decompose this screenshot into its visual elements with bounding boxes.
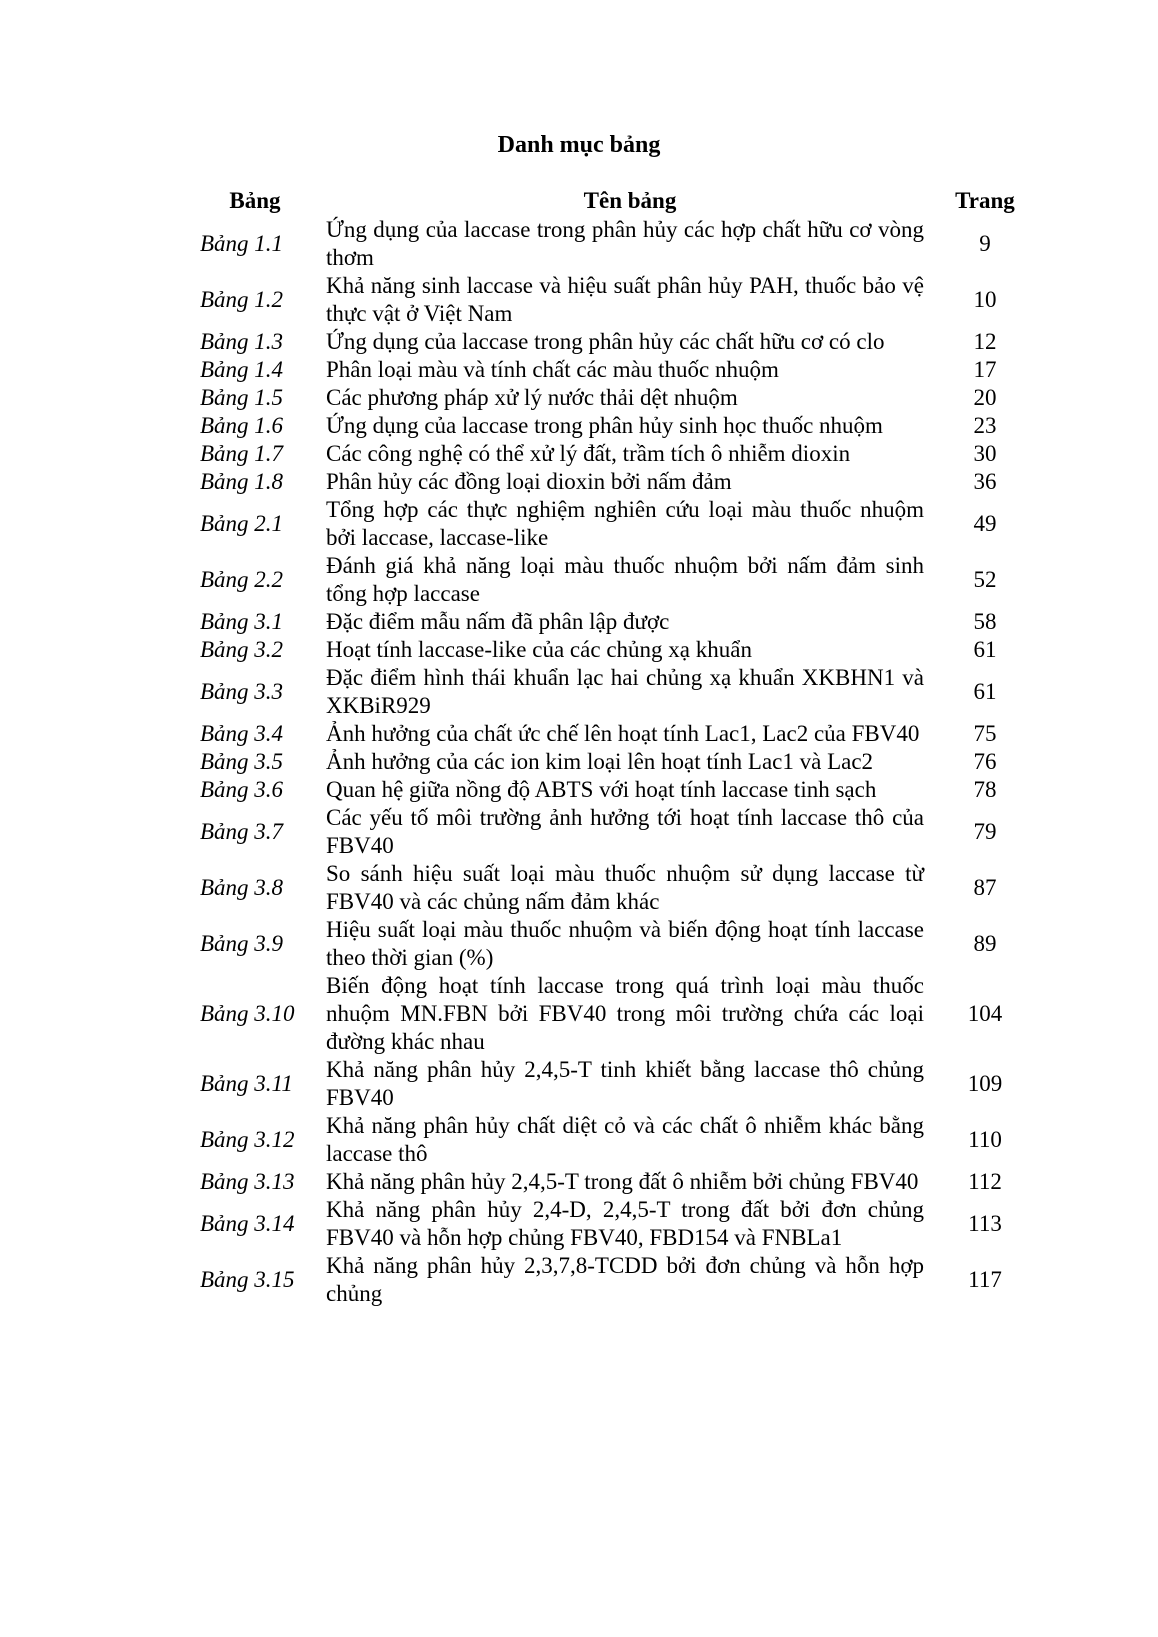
table-label-cell: Bảng 1.1 bbox=[200, 231, 284, 256]
table-page-cell: 76 bbox=[973, 749, 997, 774]
table-label-cell: Bảng 3.9 bbox=[200, 931, 284, 956]
table-name-cell: Phân hủy các đồng loại dioxin bởi nấm đảm bbox=[326, 469, 732, 494]
table-label-cell: Bảng 3.7 bbox=[200, 819, 284, 844]
table-name-cell: Quan hệ giữa nồng độ ABTS với hoạt tính laccase tinh sạch bbox=[326, 777, 877, 802]
table-list bbox=[190, 186, 1030, 1308]
table-label-cell: Bảng 1.2 bbox=[200, 287, 284, 312]
table-page-cell: 10 bbox=[973, 287, 997, 312]
table-label-cell: Bảng 3.10 bbox=[200, 1001, 295, 1026]
table-label-cell: Bảng 1.6 bbox=[200, 413, 284, 438]
table-row bbox=[190, 468, 1030, 496]
table-name-cell: Biến động hoạt tính laccase trong quá trình loại màu thuốc nhuộm MN.FBN bởi FBV40 trong môi trường chứa các loại đường khác nhau bbox=[326, 973, 924, 1054]
table-name-cell: Khả năng phân hủy 2,4,5-T trong đất ô nhiễm bởi chủng FBV40 bbox=[326, 1169, 919, 1194]
table-label-cell: Bảng 3.3 bbox=[200, 679, 284, 704]
table-name-cell: Các công nghệ có thể xử lý đất, trầm tích ô nhiễm dioxin bbox=[326, 441, 851, 466]
table-row bbox=[190, 776, 1030, 804]
table-page-cell: 49 bbox=[973, 511, 997, 536]
table-name-cell: So sánh hiệu suất loại màu thuốc nhuộm sử dụng laccase từ FBV40 và các chủng nấm đảm khác bbox=[326, 861, 924, 914]
table-row bbox=[190, 664, 1030, 720]
table-row bbox=[190, 440, 1030, 468]
table-name-cell: Khả năng phân hủy 2,3,7,8-TCDD bởi đơn chủng và hỗn hợp chủng bbox=[326, 1253, 924, 1306]
table-label-cell: Bảng 3.15 bbox=[200, 1267, 295, 1292]
table-label-cell: Bảng 1.5 bbox=[200, 385, 284, 410]
table-page-cell: 112 bbox=[968, 1169, 1002, 1194]
table-row bbox=[190, 552, 1030, 608]
table-row bbox=[190, 804, 1030, 860]
table-name-cell: Ứng dụng của laccase trong phân hủy các chất hữu cơ có clo bbox=[326, 329, 885, 354]
table-row bbox=[190, 1112, 1030, 1168]
table-page-cell: 109 bbox=[967, 1071, 1003, 1096]
table-page-cell: 61 bbox=[973, 637, 997, 662]
table-page-cell: 113 bbox=[968, 1211, 1002, 1236]
table-row bbox=[190, 636, 1030, 664]
table-row bbox=[190, 916, 1030, 972]
header-label: Bảng bbox=[229, 188, 281, 213]
table-label-cell: Bảng 2.1 bbox=[200, 511, 284, 536]
table-label-cell: Bảng 1.4 bbox=[200, 357, 284, 382]
table-label-cell: Bảng 3.1 bbox=[200, 609, 284, 634]
table-name-cell: Tổng hợp các thực nghiệm nghiên cứu loại màu thuốc nhuộm bởi laccase, laccase-like bbox=[326, 497, 924, 550]
table-row bbox=[190, 412, 1030, 440]
table-name-cell: Hiệu suất loại màu thuốc nhuộm và biến động hoạt tính laccase theo thời gian (%) bbox=[326, 917, 924, 970]
table-label-cell: Bảng 3.4 bbox=[200, 721, 284, 746]
table-name-cell: Đặc điểm mẫu nấm đã phân lập được bbox=[326, 609, 670, 634]
table-page-cell: 61 bbox=[973, 679, 997, 704]
table-page-cell: 17 bbox=[973, 357, 997, 382]
table-page-cell: 20 bbox=[973, 385, 997, 410]
table-row bbox=[190, 608, 1030, 636]
table-page-cell: 12 bbox=[973, 329, 997, 354]
table-label-cell: Bảng 3.8 bbox=[200, 875, 284, 900]
table-row bbox=[190, 860, 1030, 916]
table-row bbox=[190, 328, 1030, 356]
table-label-cell: Bảng 3.2 bbox=[200, 637, 284, 662]
table-name-cell: Đánh giá khả năng loại màu thuốc nhuộm bởi nấm đảm sinh tổng hợp laccase bbox=[326, 553, 924, 606]
table-name-cell: Các phương pháp xử lý nước thải dệt nhuộm bbox=[326, 385, 738, 410]
page-title: Danh mục bảng bbox=[497, 132, 661, 158]
table-name-cell: Ảnh hưởng của các ion kim loại lên hoạt tính Lac1 và Lac2 bbox=[326, 749, 874, 774]
table-page-cell: 89 bbox=[973, 931, 997, 956]
table-name-cell: Hoạt tính laccase-like của các chủng xạ khuẩn bbox=[326, 637, 752, 662]
table-label-cell: Bảng 3.14 bbox=[200, 1211, 295, 1236]
table-label-cell: Bảng 3.6 bbox=[200, 777, 284, 802]
table-row bbox=[190, 748, 1030, 776]
table-label-cell: Bảng 1.8 bbox=[200, 469, 284, 494]
table-row bbox=[190, 272, 1030, 328]
table-page-cell: 30 bbox=[973, 441, 997, 466]
table-page-cell: 104 bbox=[967, 1001, 1003, 1026]
table-row bbox=[190, 1168, 1030, 1196]
table-label-cell: Bảng 3.11 bbox=[200, 1071, 293, 1096]
table-name-cell: Khả năng phân hủy 2,4-D, 2,4,5-T trong đất bởi đơn chủng FBV40 và hỗn hợp chủng FBV40, FBD154 và FNBLa1 bbox=[326, 1197, 924, 1250]
table-page-cell: 36 bbox=[973, 469, 997, 494]
table-label-cell: Bảng 3.5 bbox=[200, 749, 284, 774]
table-page-cell: 110 bbox=[968, 1127, 1002, 1152]
table-page-cell: 23 bbox=[973, 413, 997, 438]
table-name-cell: Đặc điểm hình thái khuẩn lạc hai chủng xạ khuẩn XKBHN1 và XKBiR929 bbox=[326, 665, 924, 718]
table-page-cell: 87 bbox=[973, 875, 997, 900]
table-row bbox=[190, 972, 1030, 1056]
table-page-cell: 52 bbox=[973, 567, 997, 592]
table-name-cell: Phân loại màu và tính chất các màu thuốc nhuộm bbox=[326, 357, 779, 382]
table-row bbox=[190, 216, 1030, 272]
header-name: Tên bảng bbox=[583, 188, 677, 213]
header-page: Trang bbox=[955, 188, 1015, 213]
table-name-cell: Ứng dụng của laccase trong phân hủy các hợp chất hữu cơ vòng thơm bbox=[326, 217, 924, 270]
table-name-cell: Khả năng phân hủy chất diệt cỏ và các chất ô nhiễm khác bằng laccase thô bbox=[326, 1113, 924, 1166]
table-name-cell: Ảnh hưởng của chất ức chế lên hoạt tính Lac1, Lac2 của FBV40 bbox=[326, 721, 920, 746]
table-body bbox=[190, 216, 1030, 1308]
table-page-cell: 9 bbox=[979, 231, 991, 256]
table-page-cell: 75 bbox=[973, 721, 997, 746]
table-page-cell: 58 bbox=[973, 609, 997, 634]
table-row bbox=[190, 384, 1030, 412]
table-label-cell: Bảng 3.12 bbox=[200, 1127, 295, 1152]
table-name-cell: Các yếu tố môi trường ảnh hưởng tới hoạt tính laccase thô của FBV40 bbox=[326, 805, 924, 858]
table-name-cell: Khả năng sinh laccase và hiệu suất phân hủy PAH, thuốc bảo vệ thực vật ở Việt Nam bbox=[326, 273, 924, 326]
table-header-row bbox=[190, 186, 1030, 216]
table-name-cell: Khả năng phân hủy 2,4,5-T tinh khiết bằng laccase thô chủng FBV40 bbox=[326, 1057, 924, 1110]
table-label-cell: Bảng 3.13 bbox=[200, 1169, 295, 1194]
table-row bbox=[190, 1056, 1030, 1112]
table-label-cell: Bảng 1.3 bbox=[200, 329, 284, 354]
table-row bbox=[190, 720, 1030, 748]
table-row bbox=[190, 1196, 1030, 1252]
table-page-cell: 78 bbox=[973, 777, 997, 802]
table-page-cell: 117 bbox=[968, 1267, 1002, 1292]
table-row bbox=[190, 496, 1030, 552]
table-label-cell: Bảng 2.2 bbox=[200, 567, 284, 592]
table-label-cell: Bảng 1.7 bbox=[200, 441, 284, 466]
table-page-cell: 79 bbox=[973, 819, 997, 844]
table-name-cell: Ứng dụng của laccase trong phân hủy sinh học thuốc nhuộm bbox=[326, 413, 883, 438]
table-row bbox=[190, 1252, 1030, 1308]
table-row bbox=[190, 356, 1030, 384]
